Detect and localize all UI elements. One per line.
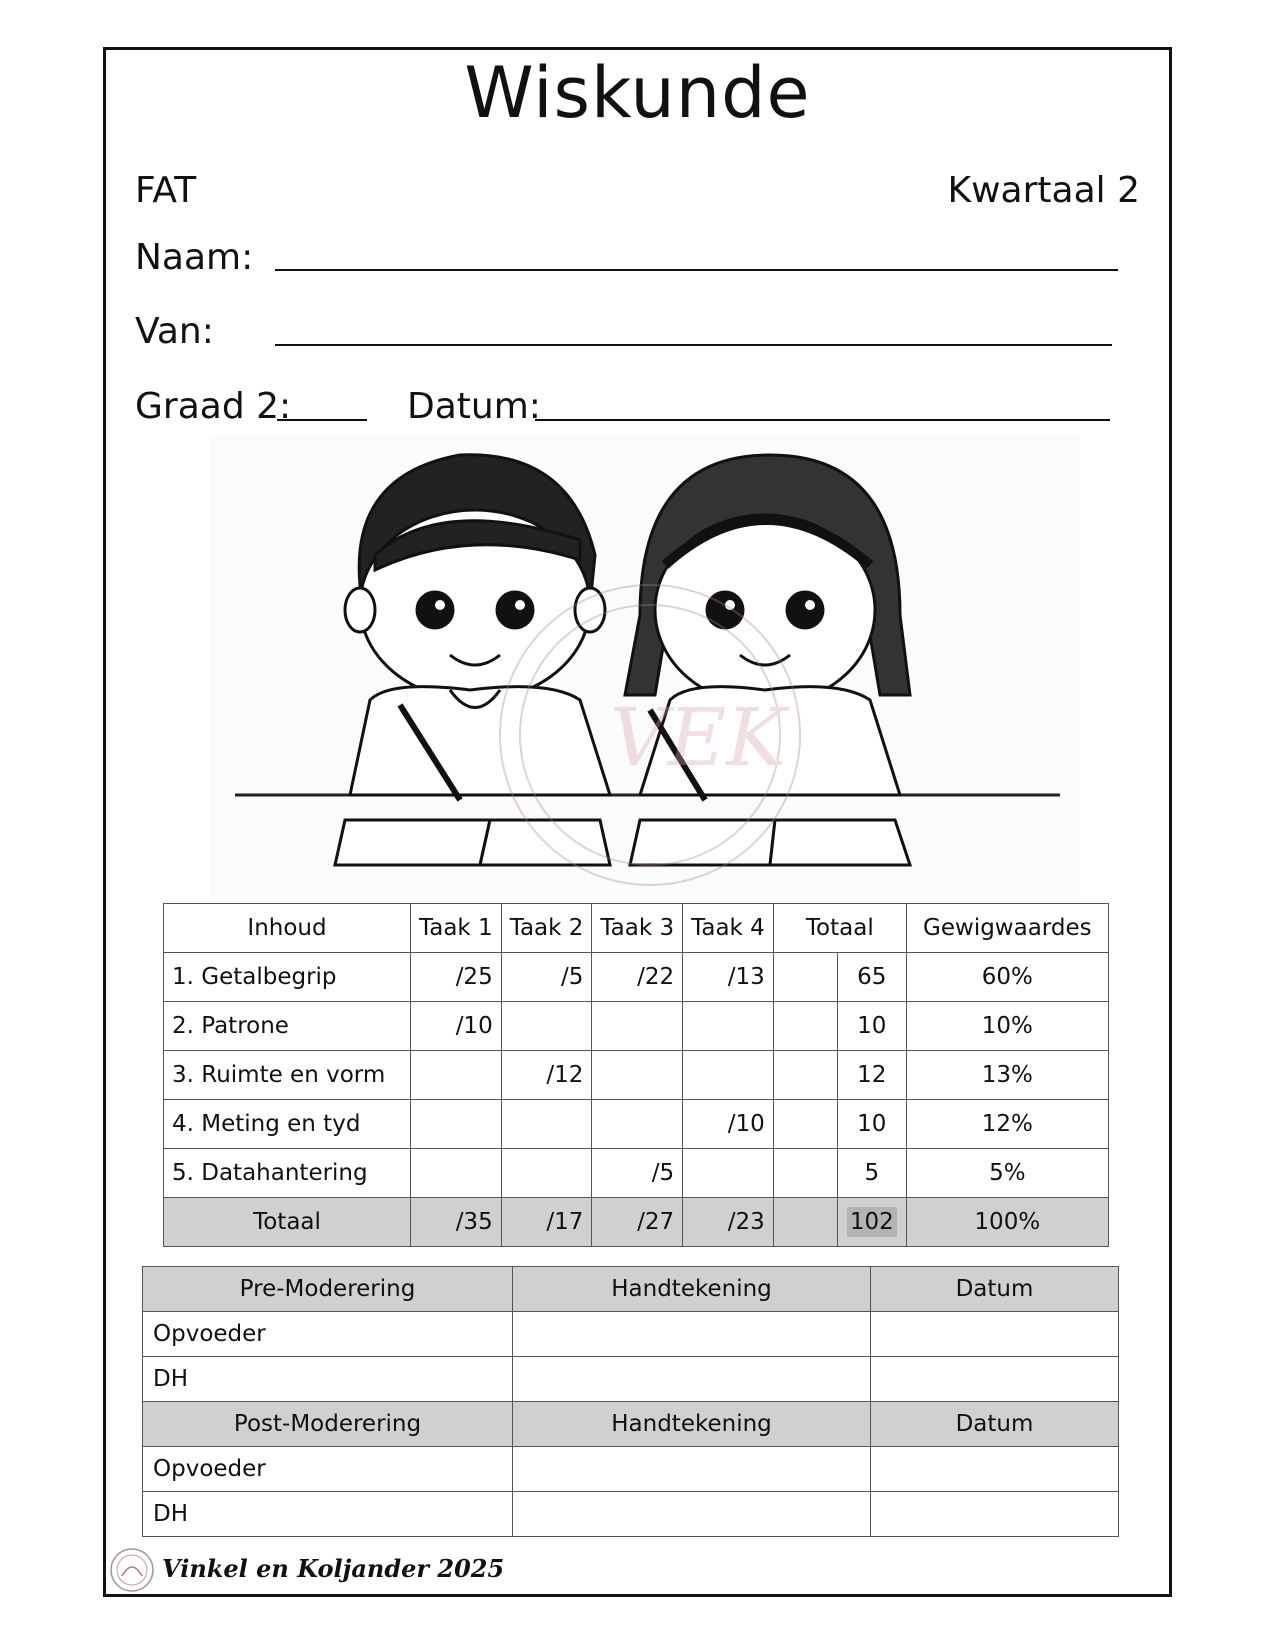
row-task-4: /13 [683, 953, 774, 1002]
totals-task-3: /27 [592, 1198, 683, 1247]
row-task-4 [683, 1149, 774, 1198]
table-row [164, 1100, 1109, 1149]
totals-task-1: /35 [411, 1198, 502, 1247]
row-weight: 12% [906, 1100, 1108, 1149]
header-task-3: Taak 3 [592, 904, 683, 953]
vek-logo-icon [108, 1546, 156, 1594]
row-task-1: /25 [411, 953, 502, 1002]
row-weight: 10% [906, 1002, 1108, 1051]
children-writing-illustration [210, 435, 1080, 895]
row-spacer [773, 1149, 837, 1198]
table-row [143, 1492, 1119, 1537]
row-total: 10 [837, 1002, 906, 1051]
signature-cell[interactable] [513, 1357, 871, 1402]
table-row [143, 1447, 1119, 1492]
date-cell[interactable] [871, 1312, 1119, 1357]
role-label: Opvoeder [143, 1447, 513, 1492]
row-task-4 [683, 1002, 774, 1051]
row-task-2 [501, 1149, 592, 1198]
row-total: 5 [837, 1149, 906, 1198]
table-row [164, 1002, 1109, 1051]
pre-moderation-label: Pre-Moderering [143, 1267, 513, 1312]
role-label: DH [143, 1492, 513, 1537]
row-content: 2. Patrone [164, 1002, 411, 1051]
role-label: DH [143, 1357, 513, 1402]
post-moderation-label: Post-Moderering [143, 1402, 513, 1447]
row-task-1: /10 [411, 1002, 502, 1051]
table-header-row [164, 904, 1109, 953]
row-weight: 5% [906, 1149, 1108, 1198]
row-task-2 [501, 1002, 592, 1051]
row-content: 3. Ruimte en vorm [164, 1051, 411, 1100]
table-row [164, 1051, 1109, 1100]
totals-spacer [773, 1198, 837, 1247]
row-content: 4. Meting en tyd [164, 1100, 411, 1149]
footer-brand: Vinkel en Koljander 2025 [162, 1554, 505, 1583]
row-task-2 [501, 1100, 592, 1149]
marks-table [163, 903, 1109, 1247]
row-spacer [773, 953, 837, 1002]
row-task-1 [411, 1100, 502, 1149]
row-content: 1. Getalbegrip [164, 953, 411, 1002]
pre-moderation-header [143, 1267, 1119, 1312]
date-cell[interactable] [871, 1447, 1119, 1492]
date-field[interactable] [535, 419, 1110, 421]
header-weights: Gewigwaardes [906, 904, 1108, 953]
table-row [143, 1357, 1119, 1402]
header-task-1: Taak 1 [411, 904, 502, 953]
post-moderation-header [143, 1402, 1119, 1447]
totals-task-4: /23 [683, 1198, 774, 1247]
test-type-label: FAT [135, 170, 197, 211]
date-header: Datum [871, 1267, 1119, 1312]
header-total: Totaal [773, 904, 906, 953]
totals-row [164, 1198, 1109, 1247]
signature-cell[interactable] [513, 1492, 871, 1537]
totals-task-2: /17 [501, 1198, 592, 1247]
totals-weight: 100% [906, 1198, 1108, 1247]
table-row [164, 953, 1109, 1002]
row-task-2: /5 [501, 953, 592, 1002]
row-task-3: /22 [592, 953, 683, 1002]
totals-total: 102 [847, 1207, 897, 1237]
signature-cell[interactable] [513, 1447, 871, 1492]
row-task-3 [592, 1100, 683, 1149]
svg-text:VEK: VEK [610, 691, 786, 784]
date-header: Datum [871, 1402, 1119, 1447]
row-spacer [773, 1002, 837, 1051]
row-spacer [773, 1051, 837, 1100]
row-task-1 [411, 1051, 502, 1100]
row-task-4 [683, 1051, 774, 1100]
row-weight: 13% [906, 1051, 1108, 1100]
page-title: Wiskunde [464, 52, 811, 134]
name-label: Naam: [135, 237, 254, 278]
row-task-2: /12 [501, 1051, 592, 1100]
name-field[interactable] [275, 269, 1118, 271]
signature-header: Handtekening [513, 1267, 871, 1312]
table-row [164, 1149, 1109, 1198]
row-total: 12 [837, 1051, 906, 1100]
term-label: Kwartaal 2 [947, 170, 1140, 211]
row-spacer [773, 1100, 837, 1149]
totals-total-cell [837, 1198, 906, 1247]
row-task-3 [592, 1051, 683, 1100]
surname-field[interactable] [275, 344, 1112, 346]
date-cell[interactable] [871, 1492, 1119, 1537]
row-weight: 60% [906, 953, 1108, 1002]
header-task-2: Taak 2 [501, 904, 592, 953]
signature-cell[interactable] [513, 1312, 871, 1357]
row-task-1 [411, 1149, 502, 1198]
row-task-3 [592, 1002, 683, 1051]
row-task-3: /5 [592, 1149, 683, 1198]
surname-label: Van: [135, 311, 214, 352]
row-task-4: /10 [683, 1100, 774, 1149]
grade-field[interactable] [277, 419, 367, 421]
row-total: 10 [837, 1100, 906, 1149]
date-label: Datum: [407, 386, 541, 427]
signature-header: Handtekening [513, 1402, 871, 1447]
row-content: 5. Datahantering [164, 1149, 411, 1198]
role-label: Opvoeder [143, 1312, 513, 1357]
row-total: 65 [837, 953, 906, 1002]
grade-label: Graad 2: [135, 386, 292, 427]
header-task-4: Taak 4 [683, 904, 774, 953]
totals-label: Totaal [164, 1198, 411, 1247]
header-content: Inhoud [164, 904, 411, 953]
moderation-table [142, 1266, 1119, 1537]
table-row [143, 1312, 1119, 1357]
date-cell[interactable] [871, 1357, 1119, 1402]
